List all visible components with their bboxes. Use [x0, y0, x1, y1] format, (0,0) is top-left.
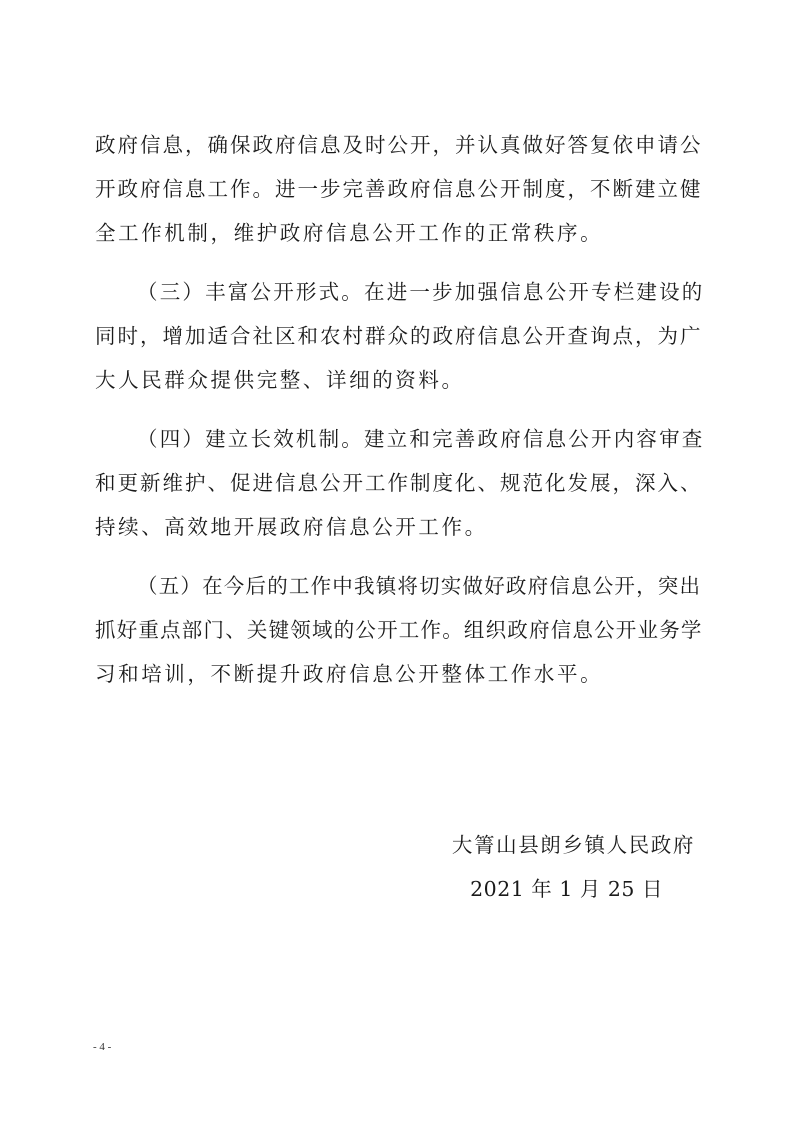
paragraph-3-line-1: （四）建立长效机制。建立和完善政府信息公开内容审查 — [137, 427, 705, 451]
paragraph-1-line-1: 政府信息，确保政府信息及时公开，并认真做好答复依申请公 — [95, 133, 703, 157]
paragraph-1-line-3: 全工作机制，维护政府信息公开工作的正常秩序。 — [95, 221, 604, 245]
paragraph-4-line-3: 习和培训，不断提升政府信息公开整体工作水平。 — [95, 662, 604, 686]
paragraph-2-line-1: （三）丰富公开形式。在进一步加强信息公开专栏建设的 — [137, 280, 705, 304]
document-body — [95, 123, 705, 696]
signature-organization: 大箐山县朗乡镇人民政府 — [451, 833, 695, 857]
paragraph-2-line-3: 大人民群众提供完整、详细的资料。 — [95, 368, 465, 392]
paragraph-4-line-2: 抓好重点部门、关键领域的公开工作。组织政府信息公开业务学 — [95, 618, 703, 642]
paragraph-4-line-1: （五）在今后的工作中我镇将切实做好政府信息公开，突出 — [137, 574, 702, 598]
paragraph-1-line-2: 开政府信息工作。进一步完善政府信息公开制度，不断建立健 — [95, 177, 703, 201]
paragraph-3-line-3: 持续、高效地开展政府信息公开工作。 — [95, 515, 488, 539]
paragraph-2-line-2: 同时，增加适合社区和农村群众的政府信息公开查询点，为广 — [95, 324, 703, 348]
signature-date: 2021 年 1 月 25 日 — [470, 877, 663, 901]
page-number: - 4 - — [93, 1041, 112, 1053]
paragraph-3-line-2: 和更新维护、促进信息公开工作制度化、规范化发展，深入、 — [95, 471, 703, 495]
